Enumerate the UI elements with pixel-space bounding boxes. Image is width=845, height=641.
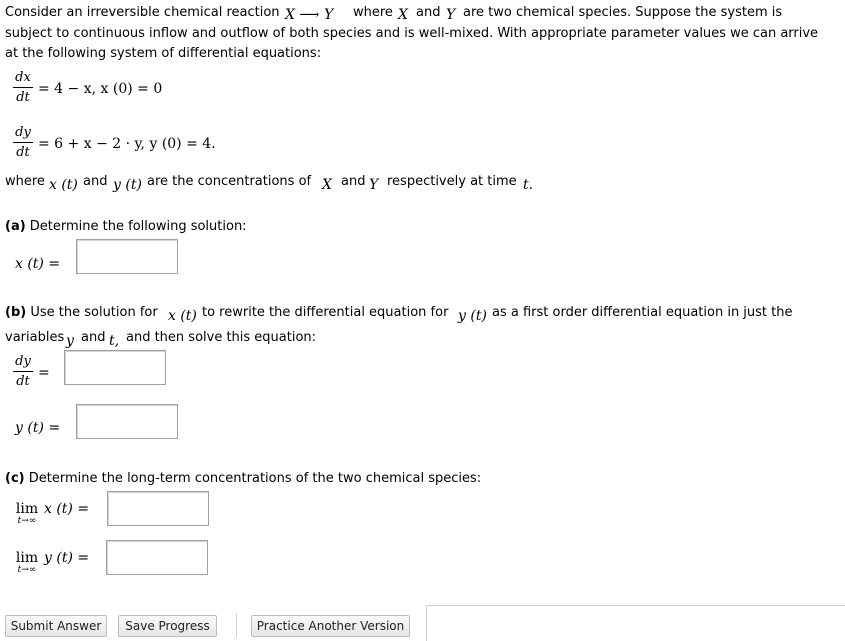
dy-dt-answer-input[interactable] — [64, 350, 166, 385]
where-text-1: where — [5, 174, 45, 189]
limit-x — [14, 501, 40, 526]
part-c-heading — [5, 471, 481, 486]
part-b-text-3: as a first order differential equation in just the — [492, 305, 793, 320]
part-b-heading-1 — [5, 305, 158, 320]
save-progress-button[interactable]: Save Progress — [118, 615, 217, 637]
practice-another-version-button[interactable]: Practice Another Version — [251, 615, 410, 637]
limit-x-answer-input[interactable] — [107, 491, 209, 526]
limit-x-sub: t→∞ — [17, 516, 37, 526]
intro-text-2: where — [353, 5, 393, 20]
part-b-xt: x (t) — [168, 308, 197, 324]
part-b-tag: (b) — [5, 305, 27, 320]
panel-divider-vertical — [426, 605, 427, 641]
intro-text-line3: at the following system of differential equations: — [5, 46, 322, 61]
dy-dt-numerator: dy — [15, 354, 31, 369]
part-b-text-6: and then solve this equation: — [126, 330, 317, 345]
y-t-label: y (t) = — [15, 420, 61, 436]
part-b-text-1: Use the solution for — [30, 305, 158, 320]
limit-y-label: lim — [15, 550, 39, 566]
where-text-5: respectively at time — [387, 174, 517, 189]
button-separator — [236, 613, 237, 637]
limit-y-expr: y (t) = — [44, 550, 90, 566]
limit-x-expr: x (t) = — [44, 501, 90, 517]
where-yt: y (t) — [113, 177, 142, 193]
part-b-var-t: t, — [109, 333, 120, 349]
eq1-numerator: dx — [15, 70, 31, 85]
y-t-answer-input[interactable] — [76, 404, 178, 439]
eq2-numerator: dy — [15, 125, 31, 140]
part-b-yt: y (t) — [458, 308, 487, 324]
part-b-text-4: variables — [5, 330, 65, 345]
where-xt: x (t) — [49, 177, 78, 193]
where-species-y: Y — [369, 177, 379, 193]
eq1-denominator: dt — [16, 90, 30, 105]
part-b-text-5: and — [81, 330, 106, 345]
dy-dt-fraction — [13, 354, 33, 389]
part-c-tag: (c) — [5, 471, 25, 486]
intro-text-4: are two chemical species. Suppose the system is — [463, 5, 783, 20]
part-a-label: x (t) = — [15, 256, 61, 272]
submit-answer-button[interactable]: Submit Answer — [5, 615, 107, 637]
part-c-text: Determine the long-term concentrations of the two chemical species: — [28, 471, 482, 486]
where-text-3: are the concentrations of — [147, 174, 312, 189]
part-b-text-2: to rewrite the differential equation for — [202, 305, 449, 320]
eq2-denominator: dt — [16, 145, 30, 160]
eq1-fraction — [13, 70, 33, 105]
reaction-equation: X ⟶ Y — [285, 7, 334, 23]
species-y: Y — [446, 7, 456, 23]
limit-y-answer-input[interactable] — [106, 540, 208, 575]
part-a-heading — [5, 219, 247, 234]
eq2-fraction — [13, 125, 33, 160]
eq1-rhs: = 4 − x, x (0) = 0 — [38, 81, 163, 97]
dy-dt-denominator: dt — [16, 374, 30, 389]
part-a-tag: (a) — [5, 219, 26, 234]
where-species-x: X — [322, 177, 332, 193]
where-time: t. — [523, 177, 534, 193]
intro-text-1: Consider an irreversible chemical reaction — [5, 5, 280, 20]
eq2-rhs: = 6 + x − 2 · y, y (0) = 4. — [38, 136, 216, 152]
species-x: X — [398, 7, 408, 23]
intro-text-line2: subject to continuous inflow and outflow of both species and is well-mixed. With appropriate parameter values we can arrive — [5, 26, 819, 41]
intro-text-3: and — [416, 5, 441, 20]
limit-x-label: lim — [15, 501, 39, 517]
where-text-4: and — [341, 174, 366, 189]
where-text-2: and — [83, 174, 108, 189]
limit-y — [14, 550, 40, 575]
limit-y-sub: t→∞ — [17, 565, 37, 575]
dy-dt-equals: = — [38, 365, 50, 381]
panel-divider-horizontal — [426, 605, 845, 606]
part-a-text: Determine the following solution: — [29, 219, 247, 234]
part-b-var-y: y — [66, 333, 74, 349]
x-t-answer-input[interactable] — [76, 239, 178, 274]
